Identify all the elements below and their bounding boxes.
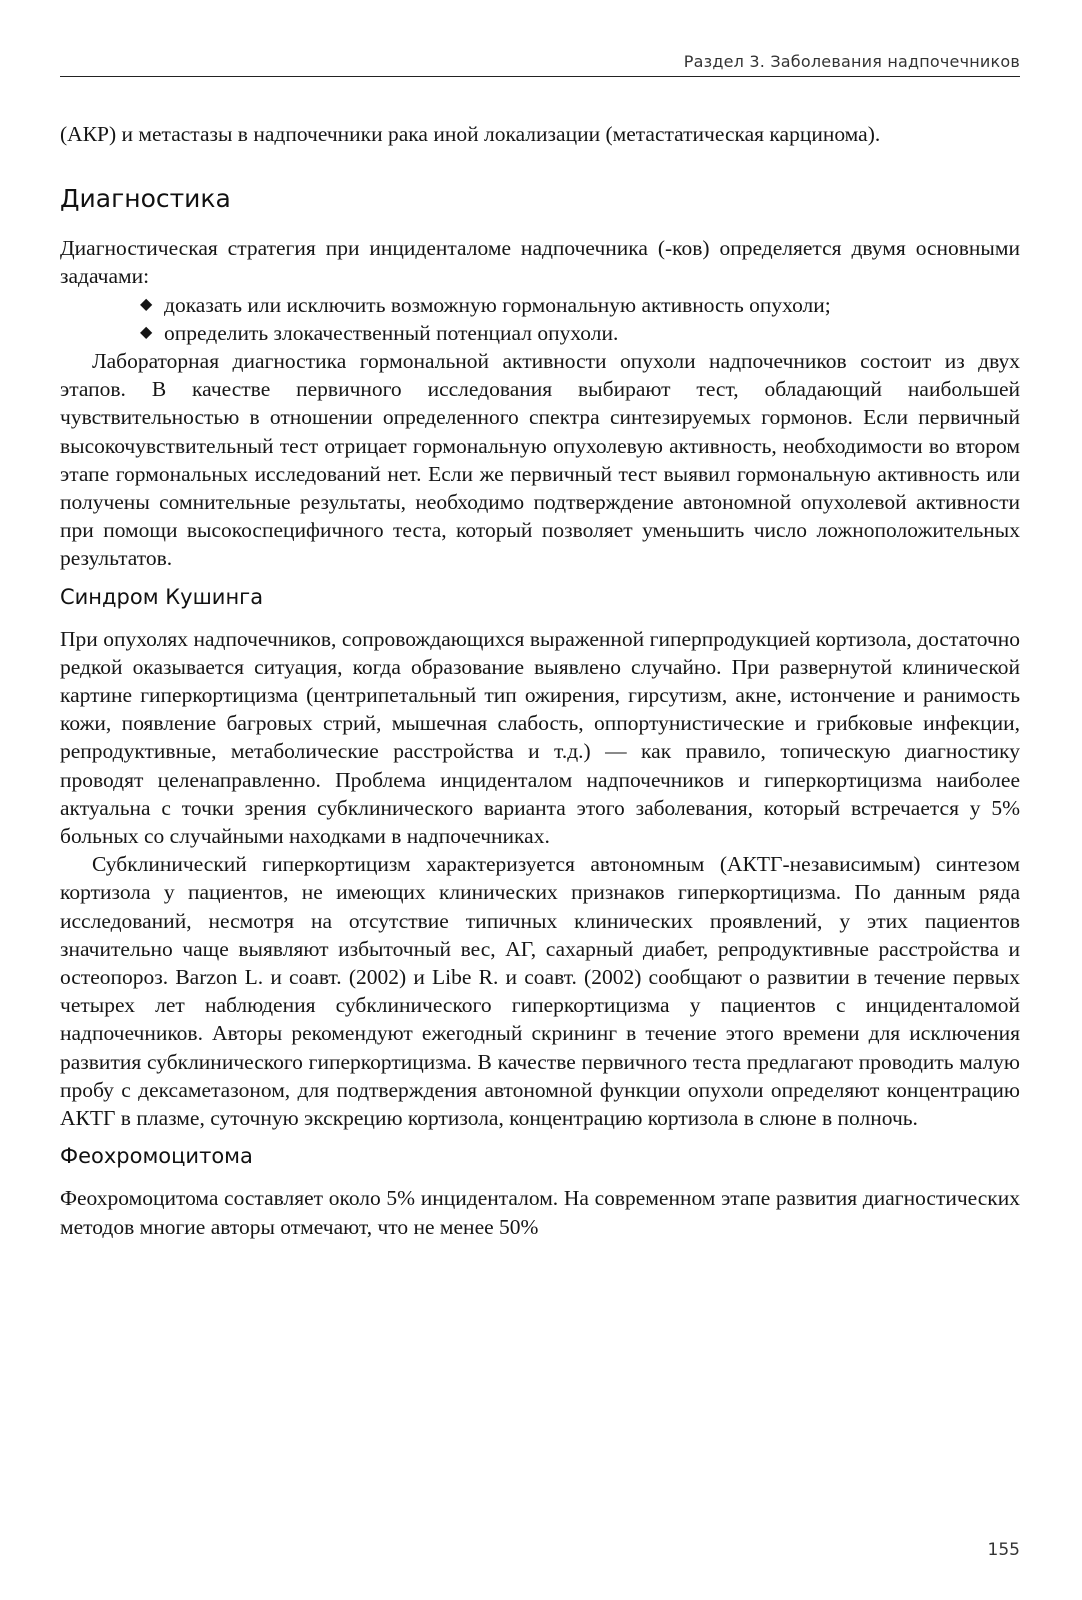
page-number: 155	[987, 1540, 1020, 1560]
lab-diagnostics-paragraph: Лабораторная диагностика гормональной активности опухоли надпочечников состоит из двух этапов. В качестве первичного исследования выбирают тест, обладающий наибольшей чувствительностью в отношении определенного спектра синтезируемых гормонов. Если первичный высокочувствительный тест отрицает гормональную опухолевую активность, необходимости во втором этапе гормональных исследований нет. Если же первичный тест выявил гормональную активность или получены сомнительные результаты, необходимо подтверждение автономной опухолевой активности при помощи высокоспецифичного теста, который позволяет уменьшить число ложноположительных результатов.	[60, 349, 1020, 571]
list-item	[140, 291, 1020, 319]
task-list	[60, 291, 1020, 347]
task-text: определить злокачественный потенциал опухоли.	[164, 320, 619, 345]
pheochromocytoma-paragraph: Феохромоцитома составляет около 5% инциденталом. На современном этапе развития диагностических методов многие авторы отмечают, что не менее 50%	[60, 1186, 1020, 1239]
page-body	[60, 120, 1020, 1241]
book-page	[60, 0, 1020, 1600]
header-rule	[60, 76, 1020, 77]
subsection-heading-cushing: Синдром Кушинга	[60, 584, 264, 609]
cushing-paragraph-1: При опухолях надпочечников, сопровождающихся выраженной гиперпродукцией кортизола, достаточно редкой оказывается ситуация, когда образование выявлено случайно. При развернутой клинической картине гиперкортицизма (центрипетальный тип ожирения, гирсутизм, акне, истончение и ранимость кожи, появление багровых стрий, мышечная слабость, оппортунистические и грибковые инфекции, репродуктивные, метаболические расстройства и т.д.) — как правило, топическую диагностику проводят целенаправленно. Проблема инциденталом надпочечников и гиперкортицизма наиболее актуальна с точки зрения субклинического варианта этого заболевания, который встречается у 5% больных со случайными находками в надпочечниках.	[60, 626, 1020, 849]
intro-paragraph: (АКР) и метастазы в надпочечники рака иной локализации (метастатическая карцинома).	[60, 122, 881, 146]
list-item	[140, 319, 1020, 347]
subsection-heading-pheochromocytoma: Феохромоцитома	[60, 1144, 253, 1169]
diamond-bullet-icon: ◆	[140, 323, 153, 341]
diagnostics-lead-paragraph: Диагностическая стратегия при инциденталоме надпочечника (-ков) определяется двумя основными задачами:	[60, 236, 1020, 289]
task-text: доказать или исключить возможную гормональную активность опухоли;	[164, 292, 831, 317]
running-head: Раздел 3. Заболевания надпочечников	[683, 52, 1020, 71]
diamond-bullet-icon: ◆	[140, 295, 153, 313]
section-heading-diagnostics: Диагностика	[60, 184, 231, 214]
cushing-paragraph-2: Субклинический гиперкортицизм характеризуется автономным (АКТГ-независимым) синтезом кортизола у пациентов, не имеющих клинических признаков гиперкортицизма. По данным ряда исследований, несмотря на отсутствие типичных клинических проявлений, у этих пациентов значительно чаще выявляют избыточный вес, АГ, сахарный диабет, репродуктивные расстройства и остеопороз. Barzon L. и соавт. (2002) и Libe R. и соавт. (2002) сообщают о развитии в течение первых четырех лет наблюдения субклинического гиперкортицизма у пациентов с инциденталомой надпочечников. Авторы рекомендуют ежегодный скрининг в течение этого времени для исключения развития субклинического гиперкортицизма. В качестве первичного теста предлагают проводить малую пробу с дексаметазоном, для подтверждения автономной функции опухоли определяют концентрацию АКТГ в плазме, суточную экскрецию кортизола, концентрацию кортизола в слюне в полночь.	[60, 852, 1020, 1131]
